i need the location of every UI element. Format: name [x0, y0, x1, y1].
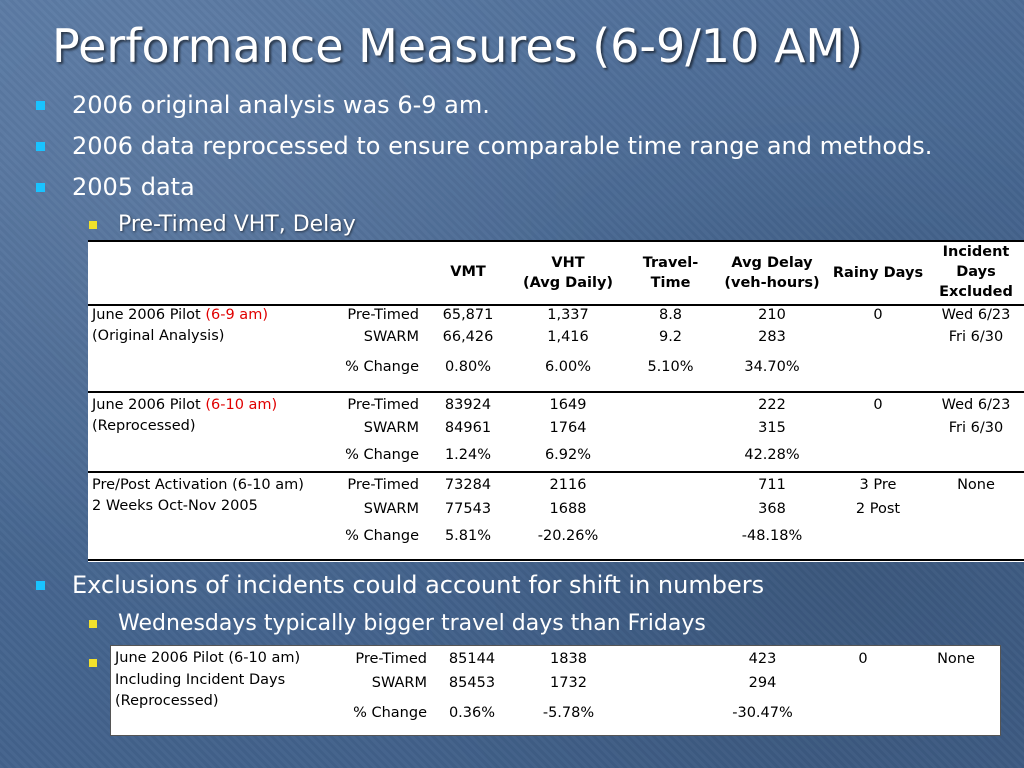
table-cell: 210 — [758, 307, 786, 323]
table-cell: 66,426 — [442, 329, 494, 345]
table-cell: 85453 — [448, 675, 496, 691]
table-cell: 73284 — [444, 477, 492, 493]
header-incident-3: Excluded — [939, 284, 1013, 300]
table-cell: 9.2 — [658, 329, 683, 345]
table-cell: 368 — [758, 501, 786, 517]
bullet-3 — [72, 172, 195, 202]
table-cell: Pre-Timed — [347, 307, 419, 323]
group-2-label: June 2006 Pilot (6-10 am) — [92, 397, 278, 413]
performance-table — [88, 240, 1024, 562]
table-cell: 0 — [873, 397, 883, 413]
table-cell: 5.81% — [444, 528, 492, 544]
table-cell: SWARM — [363, 420, 419, 436]
table-cell: Wed 6/23 — [941, 397, 1011, 413]
table-cell: 1838 — [550, 651, 587, 667]
header-incident-2: Days — [956, 264, 996, 280]
table-cell: 222 — [758, 397, 786, 413]
table-cell: % Change — [345, 528, 419, 544]
table2-label-2: Including Incident Days — [115, 672, 286, 688]
table-cell: 77543 — [444, 501, 492, 517]
header-rainy: Rainy Days — [832, 265, 924, 281]
table-cell: -20.26% — [537, 528, 599, 544]
bullet-4 — [72, 570, 764, 600]
table-cell: 8.8 — [658, 307, 683, 323]
table-cell: 1688 — [549, 501, 587, 517]
table-cell: 1,337 — [547, 307, 589, 323]
slide-title: Performance Measures (6-9/10 AM) — [52, 19, 864, 73]
table-cell: 85144 — [448, 651, 496, 667]
group-1-sublabel: (Original Analysis) — [92, 328, 225, 344]
table-cell: 711 — [758, 477, 786, 493]
table-cell: 83924 — [444, 397, 492, 413]
table-cell: 0 — [873, 307, 883, 323]
table-cell: 294 — [748, 675, 777, 691]
table-cell: SWARM — [363, 329, 419, 345]
table-cell: 315 — [758, 420, 786, 436]
sub-bullet-2 — [118, 609, 706, 639]
table-cell: SWARM — [363, 501, 419, 517]
table-cell: SWARM — [371, 675, 427, 691]
table-cell: % Change — [345, 447, 419, 463]
sub-bullet-1 — [118, 210, 356, 240]
table-cell: 1732 — [550, 675, 587, 691]
table-cell: 283 — [758, 329, 786, 345]
table-cell: 3 Pre — [859, 477, 897, 493]
header-vht-2: (Avg Daily) — [522, 275, 614, 291]
table-cell: Fri 6/30 — [948, 420, 1004, 436]
table-cell: Fri 6/30 — [948, 329, 1004, 345]
header-delay-2: (veh-hours) — [724, 275, 820, 291]
sub-bullet-square-icon — [89, 659, 97, 667]
sub-bullet-1-text: Pre-Timed VHT, Delay — [118, 212, 356, 237]
sub-bullet-square-icon — [89, 221, 97, 229]
table-cell: 2116 — [549, 477, 587, 493]
table-cell: Wed 6/23 — [941, 307, 1011, 323]
table-cell: 5.10% — [647, 359, 694, 375]
bullet-2-text: 2006 data reprocessed to ensure comparable time range and methods. — [72, 132, 933, 160]
bullet-4-text: Exclusions of incidents could account for shift in numbers — [72, 571, 765, 599]
header-incident-1: Incident — [942, 244, 1010, 260]
group-3-sublabel: 2 Weeks Oct-Nov 2005 — [92, 498, 258, 514]
table-cell: % Change — [353, 705, 427, 721]
bullet-1-text: 2006 original analysis was 6-9 am. — [72, 91, 490, 119]
header-traveltime-2: Time — [650, 275, 691, 291]
table-cell: 0.36% — [448, 705, 496, 721]
bullet-2 — [72, 131, 932, 161]
table2-label-3: (Reprocessed) — [115, 693, 219, 709]
sub-bullet-2-text: Wednesdays typically bigger travel days than Fridays — [118, 611, 706, 636]
table-cell: -30.47% — [732, 705, 793, 721]
table-cell: 42.28% — [744, 447, 800, 463]
header-delay-1: Avg Delay — [731, 255, 813, 271]
table-rule — [88, 240, 1024, 242]
bullet-square-icon — [36, 142, 45, 151]
table-cell: 1764 — [549, 420, 587, 436]
table-cell: Pre-Timed — [355, 651, 427, 667]
table-cell: 65,871 — [442, 307, 494, 323]
table-cell: 1.24% — [444, 447, 492, 463]
bullet-square-icon — [36, 101, 45, 110]
table-rule — [88, 391, 1024, 393]
table-cell: 1649 — [549, 397, 587, 413]
table-cell: Pre-Timed — [347, 397, 419, 413]
table-cell: 2 Post — [855, 501, 901, 517]
table-cell: % Change — [345, 359, 419, 375]
table-cell: 423 — [748, 651, 777, 667]
sub-bullet-square-icon — [89, 620, 97, 628]
table-cell: None — [957, 477, 995, 493]
table-cell: 1,416 — [547, 329, 589, 345]
group-2-sublabel: (Reprocessed) — [92, 418, 196, 434]
table-cell: 6.92% — [544, 447, 592, 463]
header-vht-1: VHT — [551, 255, 585, 271]
table-cell: None — [937, 651, 975, 667]
group-3-label: Pre/Post Activation (6-10 am) — [92, 477, 304, 493]
header-vmt: VMT — [450, 264, 486, 280]
table-cell: -5.78% — [542, 705, 595, 721]
table-cell: 6.00% — [544, 359, 592, 375]
header-traveltime-1: Travel- — [642, 255, 699, 271]
table2-label-1: June 2006 Pilot (6-10 am) — [115, 650, 301, 666]
bullet-1 — [72, 90, 490, 120]
incident-days-table — [110, 645, 1001, 736]
bullet-square-icon — [36, 581, 45, 590]
bullet-3-text: 2005 data — [72, 173, 195, 201]
group-1-label: June 2006 Pilot (6-9 am) — [92, 307, 268, 323]
table-cell: 0 — [858, 651, 868, 667]
table-cell: 84961 — [444, 420, 492, 436]
table-rule — [88, 471, 1024, 473]
table-cell: 34.70% — [744, 359, 800, 375]
table-rule — [88, 559, 1024, 561]
table-cell: -48.18% — [741, 528, 803, 544]
table-cell: 0.80% — [444, 359, 492, 375]
table-cell: Pre-Timed — [347, 477, 419, 493]
bullet-square-icon — [36, 183, 45, 192]
